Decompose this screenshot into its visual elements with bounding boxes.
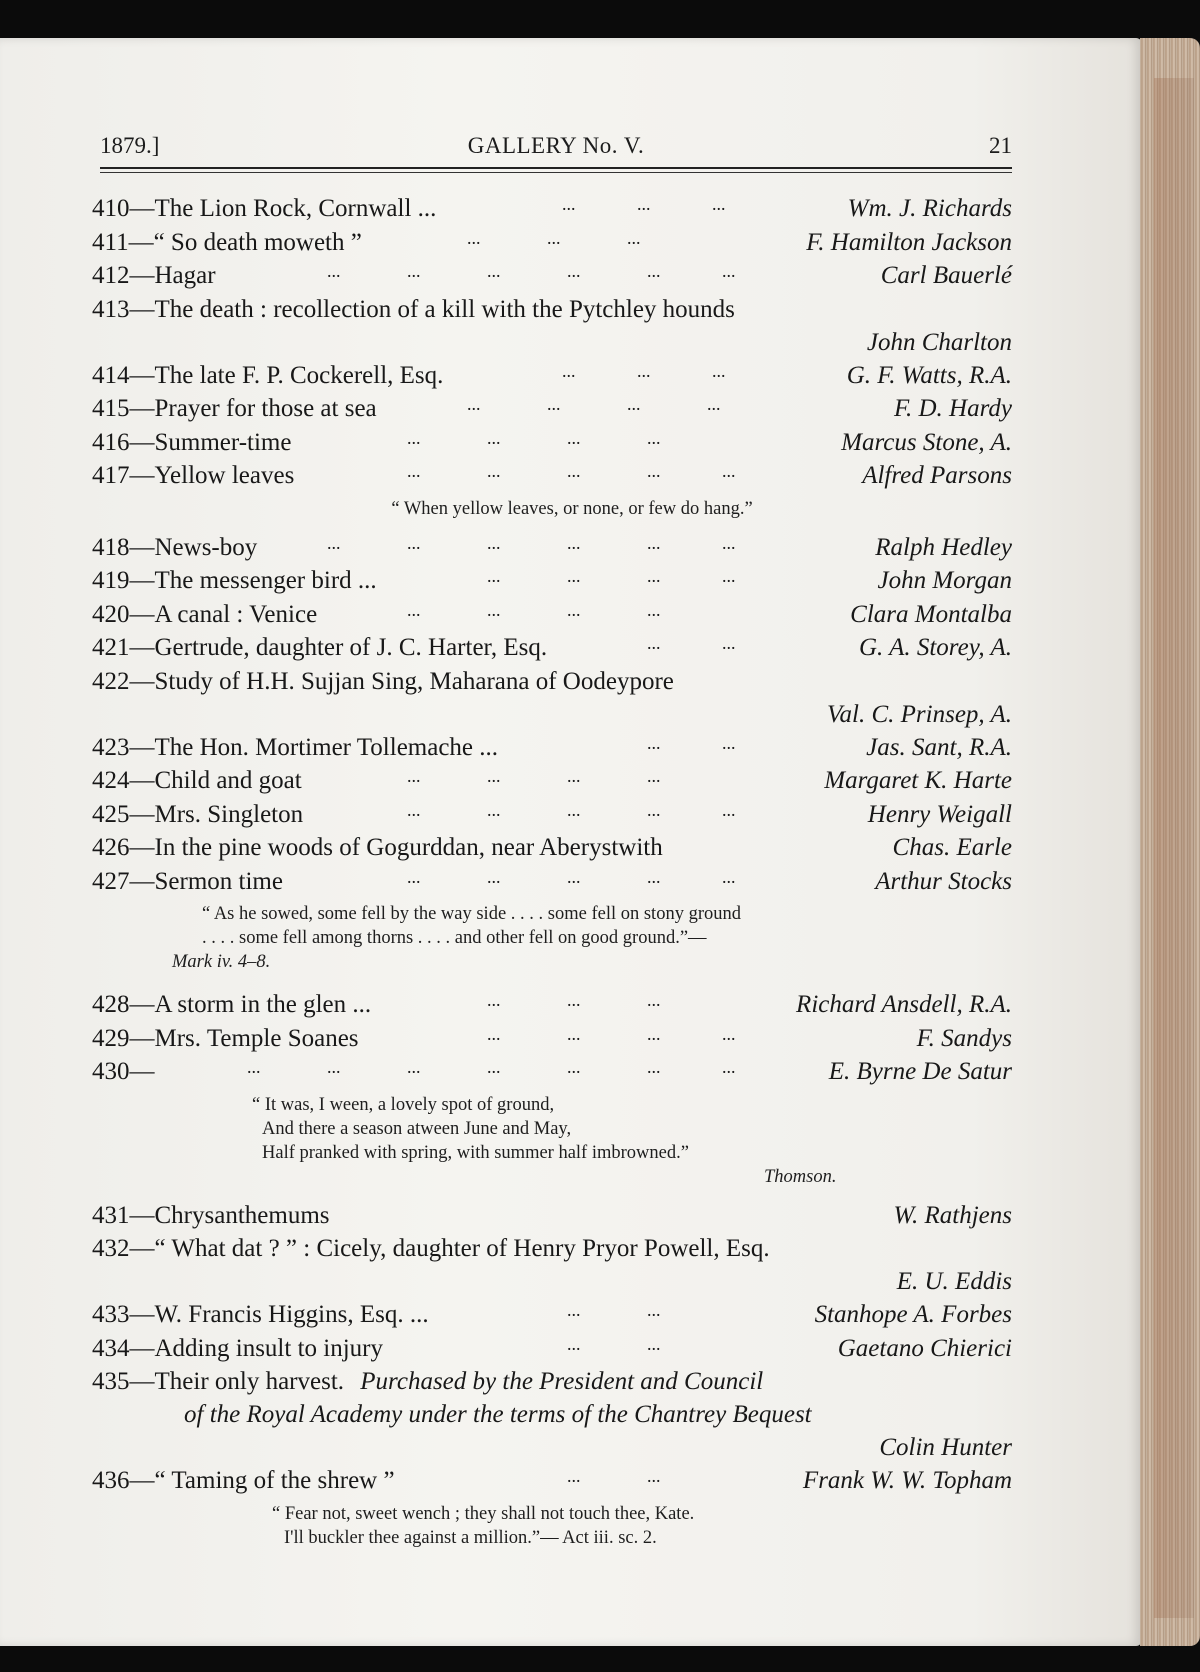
leader-dots: ... xyxy=(722,732,736,753)
leader-dots: ... xyxy=(647,1333,661,1354)
leader-dots: ... xyxy=(487,799,501,820)
leader-dots: ... xyxy=(562,360,576,381)
entry-title: 420—A canal : Venice xyxy=(92,600,318,628)
entry-artist: Gaetano Chierici xyxy=(837,1334,1012,1362)
leader-dots: ... xyxy=(467,394,481,414)
leader-dots: ... xyxy=(722,1023,736,1044)
entry-title: 425—Mrs. Singleton xyxy=(92,800,304,828)
entry-425 xyxy=(92,798,1012,832)
catalogue-entries xyxy=(92,192,1012,1550)
leader-dots: ... xyxy=(722,532,736,553)
entry-432 xyxy=(92,1232,1012,1265)
entry-429 xyxy=(92,1022,1012,1056)
entry-title: 410—The Lion Rock, Cornwall ... xyxy=(92,195,437,222)
entry-title: 423—The Hon. Mortimer Tollemache ... xyxy=(92,733,499,761)
entry-artist: Richard Ansdell, R.A. xyxy=(796,991,1012,1018)
entry-430-quote-source: Thomson. xyxy=(764,1166,837,1187)
entry-artist: Ralph Hedley xyxy=(875,533,1012,561)
leader-dots: ... xyxy=(567,599,581,620)
entry-title: 417—Yellow leaves xyxy=(92,462,295,489)
entry-title: 435—Their only harvest. xyxy=(92,1368,345,1395)
entry-artist: G. F. Watts, R.A. xyxy=(846,361,1012,389)
entry-title: 411—“ So death moweth ” xyxy=(92,228,362,256)
leader-dots: ... xyxy=(487,766,501,786)
entry-430-quote xyxy=(92,1089,1012,1165)
leader-dots: ... xyxy=(567,799,581,820)
entry-artist: F. Sandys xyxy=(916,1024,1012,1052)
book-page-edges xyxy=(1140,38,1200,1646)
quote-line: “ Fear not, sweet wench ; they shall not touch thee, Kate. xyxy=(272,1503,695,1524)
entry-title: 421—Gertrude, daughter of J. C. Harter, Esq. xyxy=(92,634,548,661)
entry-title: 431—Chrysanthemums xyxy=(92,1201,330,1229)
entry-432-artist: E. U. Eddis xyxy=(896,1268,1012,1295)
leader-dots: ... xyxy=(722,461,736,481)
entry-436 xyxy=(92,1464,1012,1498)
entry-title: 432—“ What dat ? ” : Cicely, daughter of Henry Pryor Powell, Esq. xyxy=(92,1235,770,1262)
quote-line: I'll buckler thee against a million.”— Act iii. sc. 2. xyxy=(284,1527,657,1548)
leader-dots: ... xyxy=(722,866,736,887)
leader-dots: ... xyxy=(567,1466,581,1486)
header-rule-thin xyxy=(100,172,1012,173)
entry-413 xyxy=(92,293,1012,326)
entry-artist: Stanhope A. Forbes xyxy=(814,1301,1012,1328)
entry-artist: F. D. Hardy xyxy=(893,395,1012,422)
leader-dots: ... xyxy=(647,1300,661,1320)
leader-dots: ... xyxy=(647,633,661,653)
entry-422-artist: Val. C. Prinsep, A. xyxy=(827,700,1012,728)
leader-dots: ... xyxy=(407,261,421,281)
leader-dots: ... xyxy=(567,261,581,281)
entry-420 xyxy=(92,598,1012,632)
quote-line: “ As he sowed, some fell by the way side . . . . some fell on stony ground xyxy=(202,904,741,924)
leader-dots: ... xyxy=(722,261,736,281)
entry-artist: Arthur Stocks xyxy=(875,867,1012,895)
entry-423 xyxy=(92,731,1012,765)
header-title: GALLERY No. V. xyxy=(467,133,645,158)
entry-428 xyxy=(92,988,1012,1022)
entry-426 xyxy=(92,831,1012,865)
page-header xyxy=(100,133,1012,163)
entry-artist: Margaret K. Harte xyxy=(824,767,1012,794)
leader-dots: ... xyxy=(407,866,421,887)
entry-artist: Jas. Sant, R.A. xyxy=(866,733,1012,761)
entry-415 xyxy=(92,392,1012,426)
leader-dots: ... xyxy=(627,227,641,248)
entry-418 xyxy=(92,531,1012,565)
entry-title: 428—A storm in the glen ... xyxy=(92,991,372,1018)
leader-dots: ... xyxy=(567,461,581,481)
entry-title: 433—W. Francis Higgins, Esq. ... xyxy=(92,1301,429,1328)
leader-dots: ... xyxy=(722,799,736,820)
leader-dots: ... xyxy=(407,599,421,620)
leader-dots: ... xyxy=(647,599,661,620)
leader-dots: ... xyxy=(722,566,736,586)
leader-dots: ... xyxy=(647,1057,661,1077)
leader-dots: ... xyxy=(647,866,661,887)
entry-433 xyxy=(92,1298,1012,1332)
leader-dots: ... xyxy=(407,532,421,553)
leader-dots: ... xyxy=(487,532,501,553)
header-page-number: 21 xyxy=(989,133,1012,158)
leader-dots: ... xyxy=(722,1057,736,1077)
quote-line: “ It was, I ween, a lovely spot of ground, xyxy=(252,1094,555,1115)
entry-title: 418—News-boy xyxy=(92,533,258,561)
leader-dots: ... xyxy=(647,566,661,586)
entry-416 xyxy=(92,426,1012,460)
leader-dots: ... xyxy=(487,427,501,448)
leader-dots: ... xyxy=(647,461,661,481)
quote-line: . . . . some fell among thorns . . . . and other fell on good ground.”— xyxy=(202,928,707,948)
entry-artist: Chas. Earle xyxy=(892,834,1012,861)
leader-dots: ... xyxy=(562,194,576,214)
entry-title: 415—Prayer for those at sea xyxy=(92,395,377,422)
header-rule-thick xyxy=(100,167,1012,169)
entry-title: 416—Summer-time xyxy=(92,428,292,456)
entry-431 xyxy=(92,1199,1012,1233)
leader-dots: ... xyxy=(627,394,641,414)
leader-dots: ... xyxy=(487,990,501,1010)
entry-title: 426—In the pine woods of Gogurddan, near Aberystwith xyxy=(92,834,663,861)
leader-dots: ... xyxy=(327,532,341,553)
entry-title: 413—The death : recollection of a kill with the Pytchley hounds xyxy=(92,295,735,323)
entry-artist: Clara Montalba xyxy=(850,600,1012,628)
leader-dots: ... xyxy=(467,227,481,248)
entry-title: 434—Adding insult to injury xyxy=(92,1334,383,1362)
leader-dots: ... xyxy=(547,227,561,248)
leader-dots: ... xyxy=(647,1466,661,1486)
leader-dots: ... xyxy=(712,194,726,214)
entry-424 xyxy=(92,764,1012,798)
entry-430 xyxy=(92,1055,1012,1089)
leader-dots: ... xyxy=(407,461,421,481)
entry-title: 412—Hagar xyxy=(92,262,216,289)
leader-dots: ... xyxy=(327,1057,341,1077)
leader-dots: ... xyxy=(487,599,501,620)
leader-dots: ... xyxy=(722,633,736,653)
entry-435-note-2: of the Royal Academy under the terms of the Chantrey Bequest xyxy=(184,1401,812,1428)
leader-dots: ... xyxy=(487,1023,501,1044)
entry-title: 430— xyxy=(92,1058,155,1085)
entry-412 xyxy=(92,259,1012,293)
entry-title: 436—“ Taming of the shrew ” xyxy=(92,1467,395,1494)
entry-422 xyxy=(92,665,1012,698)
leader-dots: ... xyxy=(567,990,581,1010)
entry-artist: Henry Weigall xyxy=(867,800,1012,828)
leader-dots: ... xyxy=(407,1057,421,1077)
leader-dots: ... xyxy=(647,1023,661,1044)
entry-artist: Wm. J. Richards xyxy=(847,195,1012,222)
leader-dots: ... xyxy=(647,990,661,1010)
leader-dots: ... xyxy=(647,427,661,448)
entry-427-quote-source: Mark iv. 4–8. xyxy=(172,952,271,972)
entry-title: 424—Child and goat xyxy=(92,767,302,794)
leader-dots: ... xyxy=(487,866,501,887)
leader-dots: ... xyxy=(647,732,661,753)
leader-dots: ... xyxy=(407,427,421,448)
leader-dots: ... xyxy=(567,566,581,586)
leader-dots: ... xyxy=(407,799,421,820)
entry-title: 427—Sermon time xyxy=(92,867,283,895)
entry-note: Purchased by the President and Council xyxy=(360,1368,764,1395)
leader-dots: ... xyxy=(247,1057,261,1077)
leader-dots: ... xyxy=(567,1057,581,1077)
leader-dots: ... xyxy=(647,261,661,281)
leader-dots: ... xyxy=(647,766,661,786)
entry-411 xyxy=(92,226,1012,260)
entry-435-artist: Colin Hunter xyxy=(879,1434,1012,1461)
leader-dots: ... xyxy=(637,194,651,214)
leader-dots: ... xyxy=(567,1300,581,1320)
leader-dots: ... xyxy=(567,427,581,448)
leader-dots: ... xyxy=(567,1023,581,1044)
entry-410 xyxy=(92,192,1012,226)
entry-436-quote xyxy=(92,1498,1012,1550)
leader-dots: ... xyxy=(567,866,581,887)
leader-dots: ... xyxy=(487,261,501,281)
entry-435 xyxy=(92,1365,1012,1398)
entry-artist: Alfred Parsons xyxy=(862,462,1012,489)
entry-427 xyxy=(92,865,1012,899)
leader-dots: ... xyxy=(637,360,651,381)
quote-line: Half pranked with spring, with summer half imbrowned.” xyxy=(262,1142,689,1163)
entry-artist: F. Hamilton Jackson xyxy=(806,228,1012,256)
entry-427-quote xyxy=(92,898,1012,950)
entry-artist: John Morgan xyxy=(877,567,1012,594)
entry-434 xyxy=(92,1332,1012,1366)
leader-dots: ... xyxy=(487,461,501,481)
leader-dots: ... xyxy=(647,799,661,820)
leader-dots: ... xyxy=(712,360,726,381)
entry-artist: W. Rathjens xyxy=(893,1201,1012,1229)
leader-dots: ... xyxy=(647,532,661,553)
entry-419 xyxy=(92,564,1012,598)
entry-title: 422—Study of H.H. Sujjan Sing, Maharana of Oodeypore xyxy=(92,667,674,695)
leader-dots: ... xyxy=(567,532,581,553)
leader-dots: ... xyxy=(707,394,721,414)
entry-title: 429—Mrs. Temple Soanes xyxy=(92,1024,359,1052)
leader-dots: ... xyxy=(567,1333,581,1354)
quote-line: And there a season atween June and May, xyxy=(262,1118,572,1139)
entry-artist: Marcus Stone, A. xyxy=(841,428,1012,456)
leader-dots: ... xyxy=(327,261,341,281)
leader-dots: ... xyxy=(567,766,581,786)
entry-artist: G. A. Storey, A. xyxy=(858,634,1012,661)
entry-artist: E. Byrne De Satur xyxy=(828,1058,1012,1085)
entry-417-quote: “ When yellow leaves, or none, or few do hang.” xyxy=(391,498,753,519)
entry-title: 419—The messenger bird ... xyxy=(92,567,377,594)
entry-421 xyxy=(92,631,1012,665)
entry-title: 414—The late F. P. Cockerell, Esq. xyxy=(92,361,444,389)
leader-dots: ... xyxy=(407,766,421,786)
entry-414 xyxy=(92,359,1012,393)
entry-417 xyxy=(92,459,1012,493)
leader-dots: ... xyxy=(547,394,561,414)
header-year: 1879.] xyxy=(100,133,160,158)
leader-dots: ... xyxy=(487,566,501,586)
entry-413-artist: John Charlton xyxy=(866,328,1012,356)
entry-artist: Carl Bauerlé xyxy=(880,262,1012,289)
leader-dots: ... xyxy=(487,1057,501,1077)
entry-artist: Frank W. W. Topham xyxy=(802,1467,1012,1494)
